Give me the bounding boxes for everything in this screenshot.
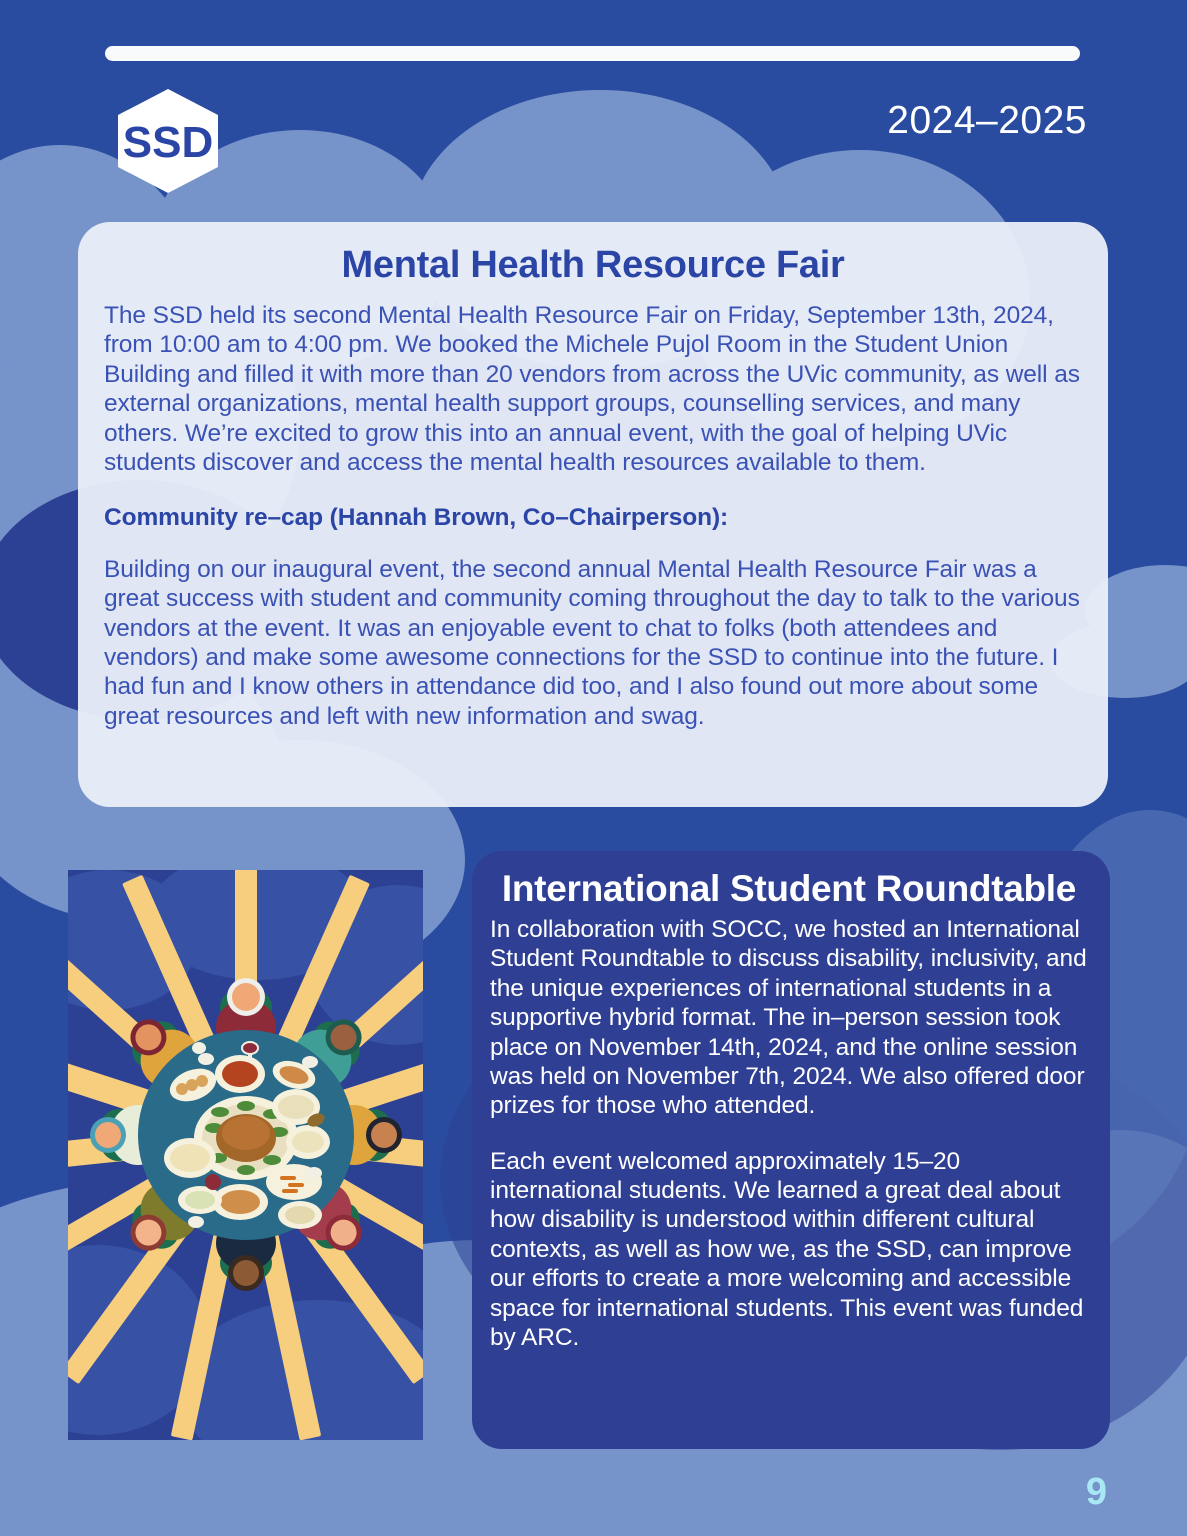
international-roundtable-card (472, 851, 1110, 1449)
mental-health-title: Mental Health Resource Fair (341, 244, 845, 286)
international-roundtable-title: International Student Roundtable (501, 868, 1077, 909)
logo-text: SSD (122, 118, 214, 167)
year-label: 2024–2025 (887, 99, 1087, 142)
mental-health-card (78, 222, 1108, 807)
dinner-table-illustration (68, 870, 423, 1440)
community-recap-subheading: Community re–cap (Hannah Brown, Co–Chairperson): (104, 504, 729, 532)
header-divider-bar (105, 46, 1080, 61)
ssd-logo (110, 88, 226, 194)
mental-health-paragraph: The SSD held its second Mental Health Resource Fair on Friday, September 13th, 2024, from 10:00 am to 4:00 pm. We booked the Michele Pujol Room in the Student Union Building and filled it with more than 20 vendors from across the UVic community, as well as external organizations, mental health support groups, counselling services, and many others. We’re excited to grow this into an annual event, with the goal of helping UVic students discover and access the mental health resources available to them. (104, 302, 1080, 476)
community-recap-paragraph: Building on our inaugural event, the second annual Mental Health Resource Fair was a great success with student and community coming throughout the day to talk to the various vendors at the event. It was an enjoyable event to chat to folks (both attendees and vendors) and make some awesome connections for the SSD to continue into the future. I had fun and I know others in attendance did too, and I also found out more about some great resources and left with new information and swag. (104, 555, 1080, 730)
roundtable-paragraph-two: Each event welcomed approximately 15–20 international students. We learned a great deal about how disability is understood within different cultural contexts, as well as how we, as the SSD, can improve our efforts to create a more welcoming and accessible space for international students. This event was funded by ARC. (490, 1147, 1084, 1352)
roundtable-paragraph-one: In collaboration with SOCC, we hosted an International Student Roundtable to discuss disability, inclusivity, and the unique experiences of international students in a supportive hybrid format. The in–person session took place on November 14th, 2024, and the online session was held on November 7th, 2024. We also offered door prizes for those who attended. (490, 915, 1087, 1120)
page-number: 9 (1085, 1471, 1107, 1513)
